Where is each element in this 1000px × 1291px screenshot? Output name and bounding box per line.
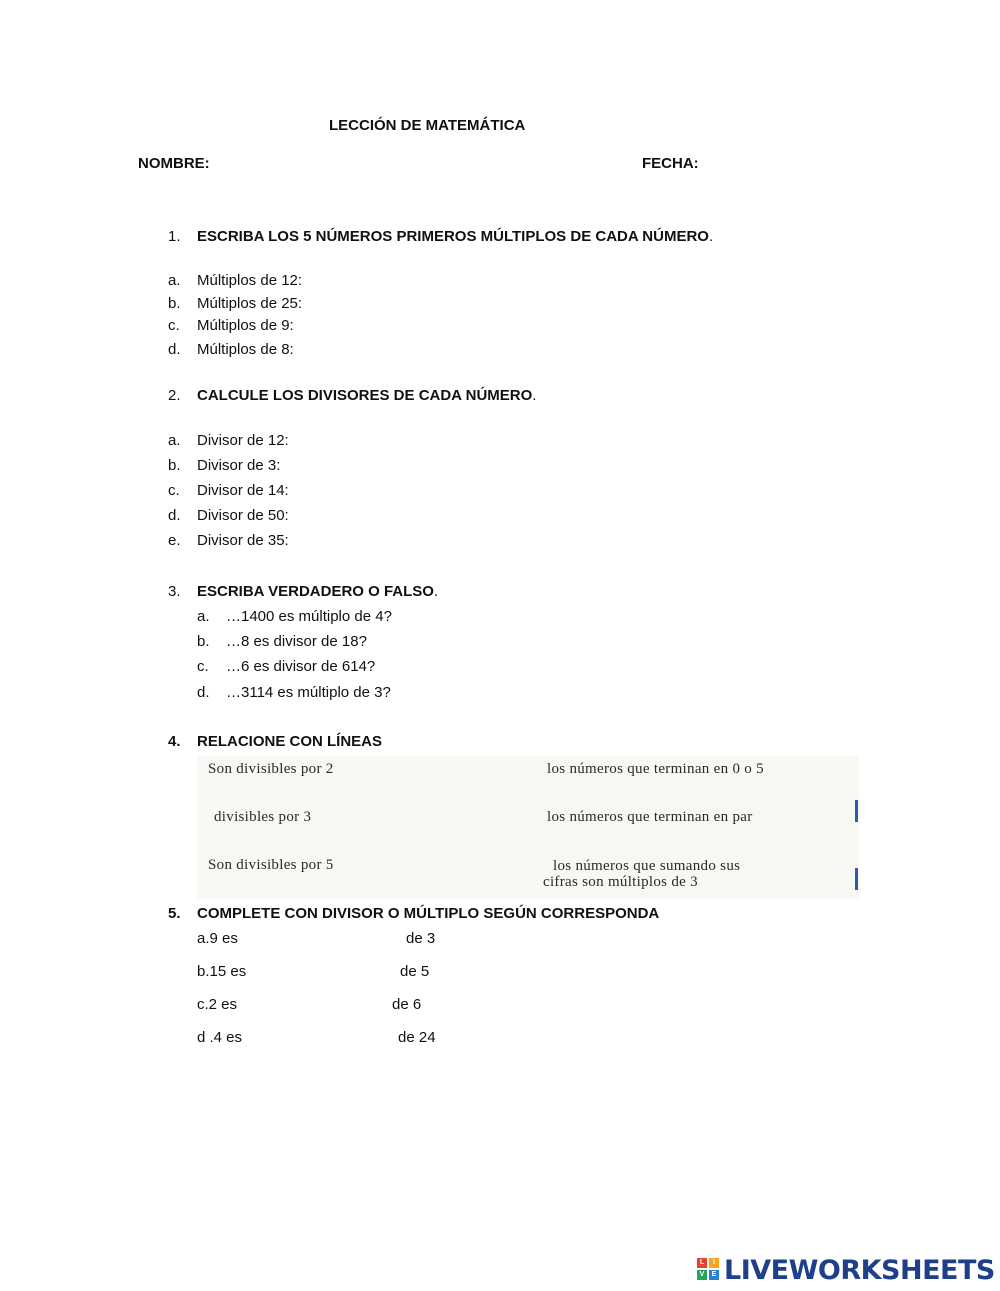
q5-item-right: de 6 — [392, 996, 422, 1013]
q5-item-right: de 5 — [400, 963, 430, 980]
q1-item: Múltiplos de 8: — [197, 341, 294, 358]
q4-text: RELACIONE CON LÍNEAS — [197, 733, 383, 750]
image-edge-mark — [855, 800, 858, 822]
date-label: FECHA: — [642, 155, 699, 172]
q2-item: Divisor de 35: — [197, 532, 289, 549]
q2-item-letter: c. — [168, 482, 180, 499]
q1-item-letter: d. — [168, 341, 181, 358]
q1-item-letter: a. — [168, 272, 181, 289]
match-right-item-continued: cifras son múltiplos de 3 — [543, 874, 698, 890]
q3-item: …6 es divisor de 614? — [226, 658, 376, 675]
q2-dot: . — [532, 387, 537, 404]
q1-heading — [197, 228, 713, 245]
q2-item-letter: d. — [168, 507, 181, 524]
q2-item: Divisor de 50: — [197, 507, 289, 524]
q3-item: …8 es divisor de 18? — [226, 633, 367, 650]
q3-item-letter: d. — [197, 684, 210, 701]
matching-table — [197, 756, 859, 899]
q3-text: ESCRIBA VERDADERO O FALSO — [197, 583, 434, 600]
q1-dot: . — [708, 228, 714, 245]
logo-tile: I — [709, 1258, 719, 1268]
q2-item-letter: a. — [168, 432, 181, 449]
page-title: LECCIÓN DE MATEMÁTICA — [329, 117, 526, 134]
q2-text: CALCULE LOS DIVISORES DE CADA NÚMERO — [197, 387, 533, 404]
q5-item-right: de 24 — [398, 1029, 436, 1046]
q1-text: ESCRIBA LOS 5 NÚMEROS PRIMEROS MÚLTIPLOS DE CADA NÚMERO — [197, 228, 709, 245]
q5-item-left: b.15 es — [197, 963, 247, 980]
image-edge-mark — [855, 868, 858, 890]
q5-item-left: c.2 es — [197, 996, 238, 1013]
q3-item: …1400 es múltiplo de 4? — [226, 608, 392, 625]
logo-grid-icon — [697, 1258, 721, 1282]
q3-dot: . — [433, 583, 439, 600]
logo-text: LIVEWORKSHEETS — [724, 1255, 995, 1286]
q2-item: Divisor de 14: — [197, 482, 289, 499]
q5-text: COMPLETE CON DIVISOR O MÚLTIPLO SEGÚN CORRESPONDA — [197, 905, 660, 922]
q1-item: Múltiplos de 12: — [197, 272, 303, 289]
logo-tile: E — [709, 1270, 719, 1280]
q3-heading — [197, 583, 438, 600]
q4-number: 4. — [168, 733, 181, 750]
match-right-item: los números que terminan en par — [547, 809, 753, 825]
q1-item-letter: c. — [168, 317, 180, 334]
match-left-item: Son divisibles por 5 — [208, 857, 334, 873]
q3-item-letter: a. — [197, 608, 210, 625]
name-label: NOMBRE: — [138, 155, 210, 172]
match-left-item: Son divisibles por 2 — [208, 761, 334, 777]
logo-tile: V — [697, 1270, 707, 1280]
q1-item: Múltiplos de 9: — [197, 317, 294, 334]
match-left-item: divisibles por 3 — [214, 809, 312, 825]
q3-number: 3. — [168, 583, 181, 600]
q2-number: 2. — [168, 387, 181, 404]
q5-item-left: d .4 es — [197, 1029, 243, 1046]
q5-item-left: a.9 es — [197, 930, 238, 947]
logo-tile: L — [697, 1258, 707, 1268]
q5-item-right: de 3 — [406, 930, 436, 947]
q2-item: Divisor de 3: — [197, 457, 281, 474]
q2-heading — [197, 387, 536, 404]
match-right-item: los números que sumando sus — [553, 858, 741, 874]
q1-number: 1. — [168, 228, 181, 245]
q2-item-letter: b. — [168, 457, 181, 474]
q3-item: …3114 es múltiplo de 3? — [226, 684, 391, 701]
match-right-item: los números que terminan en 0 o 5 — [547, 761, 764, 777]
q1-item: Múltiplos de 25: — [197, 295, 303, 312]
q3-item-letter: b. — [197, 633, 210, 650]
q2-item: Divisor de 12: — [197, 432, 289, 449]
q2-item-letter: e. — [168, 532, 181, 549]
q1-item-letter: b. — [168, 295, 181, 312]
q5-number: 5. — [168, 905, 181, 922]
q3-item-letter: c. — [197, 658, 209, 675]
